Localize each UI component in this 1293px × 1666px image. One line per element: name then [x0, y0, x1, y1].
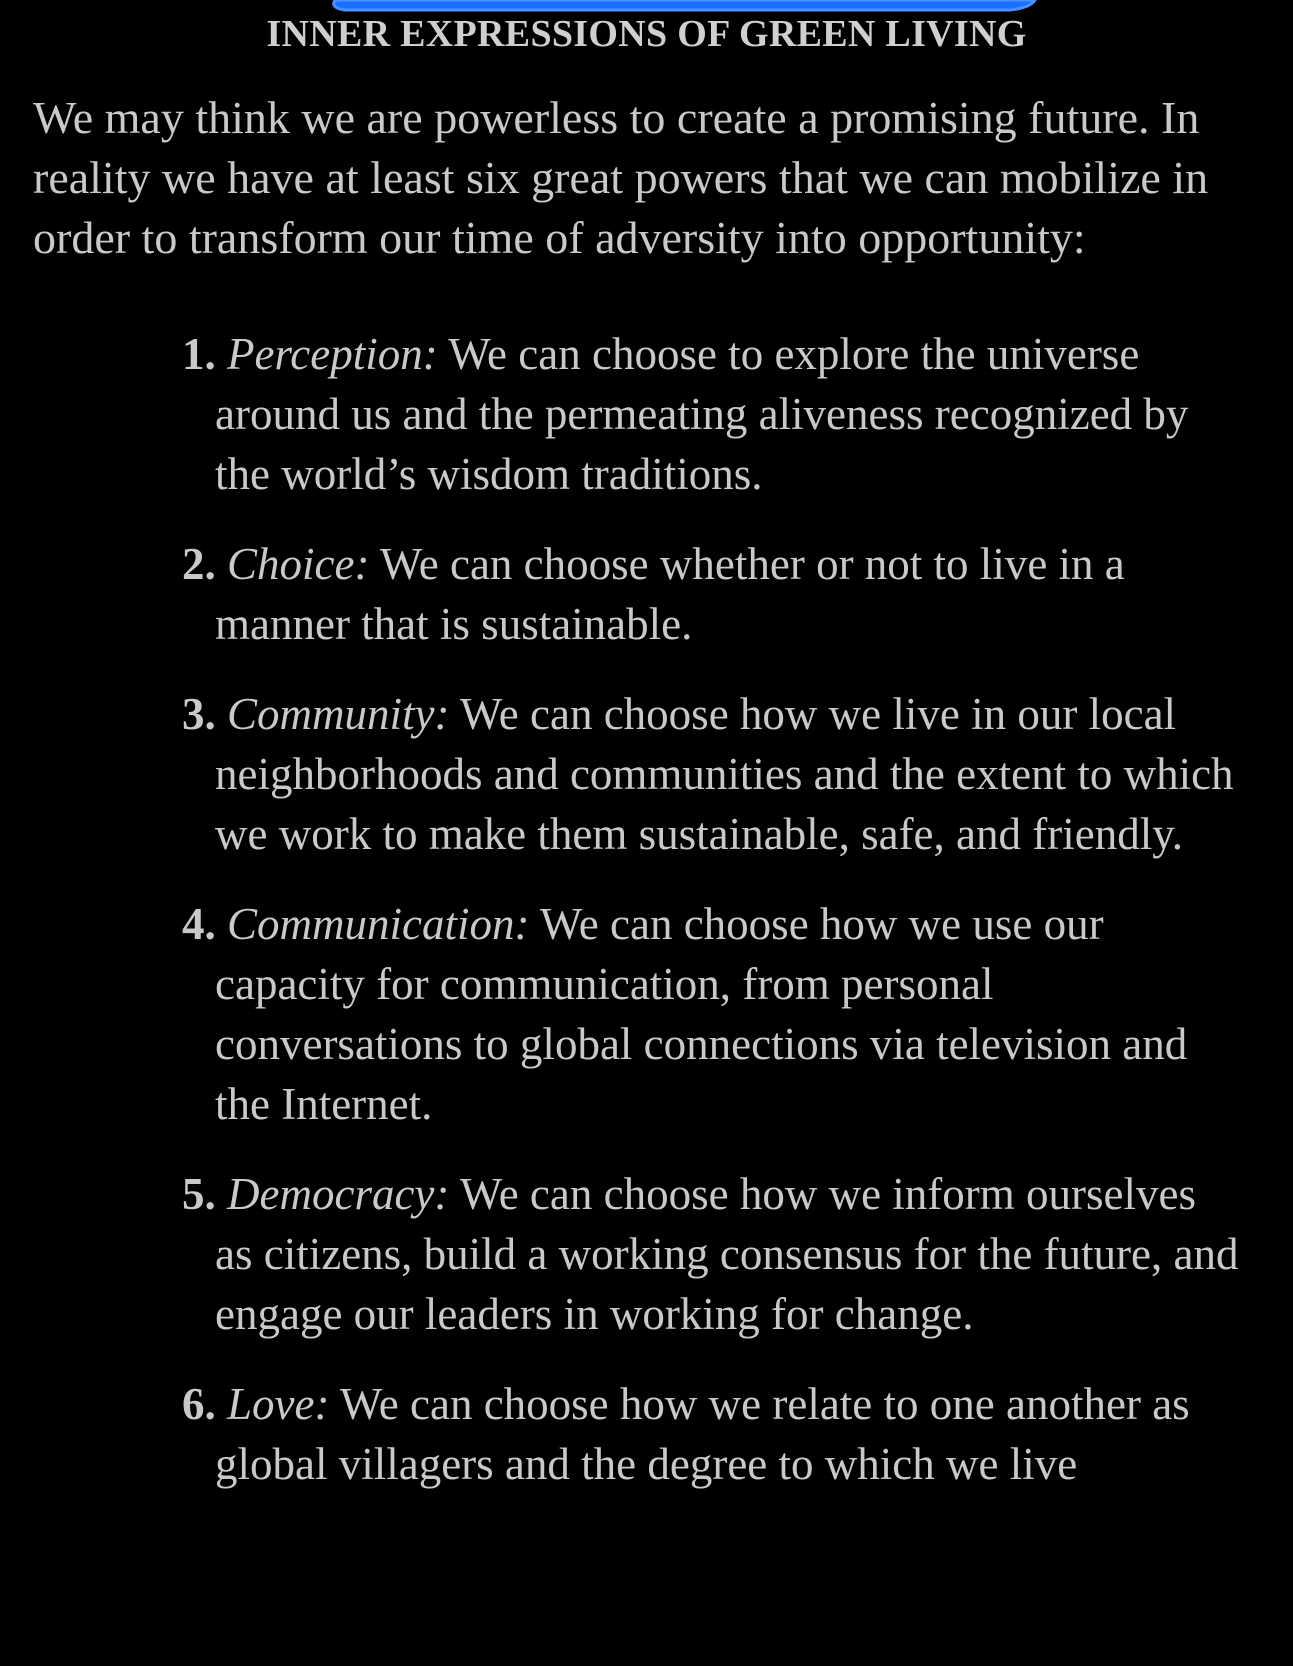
- list-item: [182, 894, 1242, 1134]
- list-item: [182, 684, 1242, 864]
- item-text: We can choose how we live in our local neighborhoods and communities and the extent to which we work to make them sustainable, safe, and friendly.: [215, 689, 1234, 859]
- item-number: 5.: [182, 1169, 216, 1219]
- item-term: Perception:: [227, 329, 438, 379]
- item-number: 1.: [182, 329, 216, 379]
- item-term: Community:: [227, 689, 450, 739]
- item-text: We can choose to explore the universe around us and the permeating aliveness recognized by the world’s wisdom traditions.: [215, 329, 1189, 499]
- item-text: We can choose whether or not to live in a manner that is sustainable.: [215, 539, 1125, 649]
- list-item: [182, 1164, 1242, 1344]
- item-text: We can choose how we use our capacity for communication, from personal conversations to global connections via television and the Internet.: [215, 899, 1188, 1129]
- item-number: 3.: [182, 689, 216, 739]
- page-heading: INNER EXPRESSIONS OF GREEN LIVING: [266, 13, 1027, 55]
- powers-list: [182, 324, 1242, 1524]
- item-number: 4.: [182, 899, 216, 949]
- list-item: [182, 324, 1242, 504]
- item-term: Democracy:: [227, 1169, 450, 1219]
- item-text: We can choose how we inform ourselves as citizens, build a working consensus for the future, and engage our leaders in working for change.: [215, 1169, 1239, 1339]
- item-term: Love:: [227, 1379, 330, 1429]
- item-term: Choice:: [227, 539, 370, 589]
- list-item: [182, 534, 1242, 654]
- item-number: 6.: [182, 1379, 216, 1429]
- intro-paragraph: We may think we are powerless to create a promising future. In reality we have at least six great powers that we can mobilize in order to transform our time of adversity into opportunity:: [33, 92, 1209, 263]
- list-item: [182, 1374, 1242, 1494]
- item-text: We can choose how we relate to one another as global villagers and the degree to which we live: [215, 1379, 1190, 1489]
- item-number: 2.: [182, 539, 216, 589]
- item-term: Communication:: [227, 899, 530, 949]
